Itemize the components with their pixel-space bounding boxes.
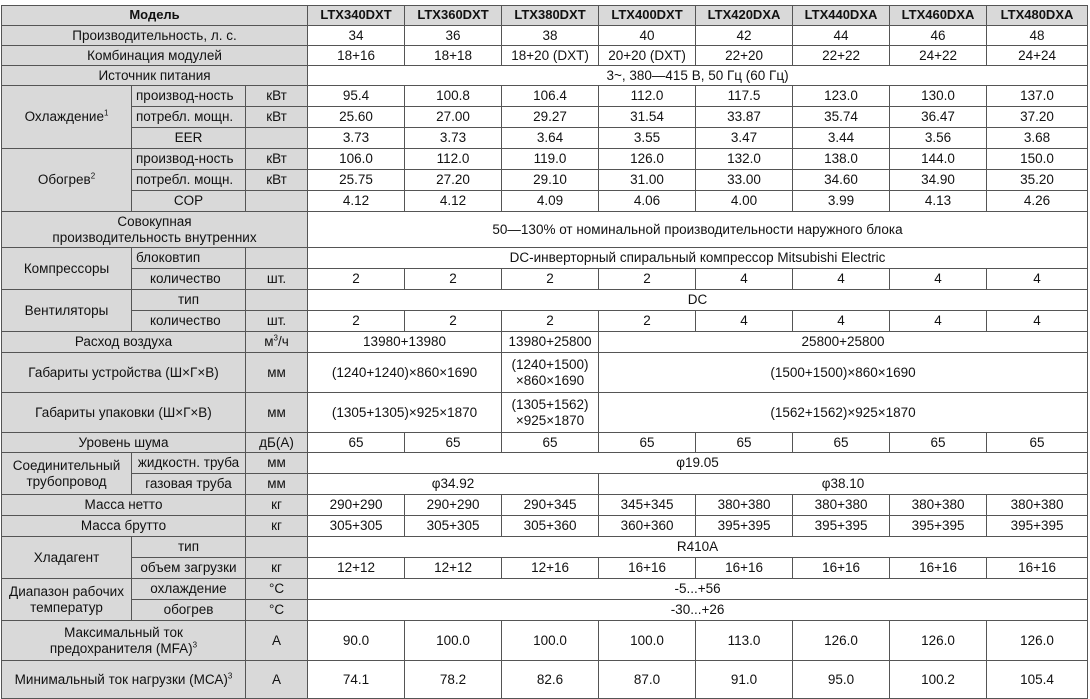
unit-cell [246,332,308,353]
footnote-mark: 3 [227,671,233,681]
table-cell: 113.0 [696,621,793,661]
row-label: Габариты устройства (Ш×Г×В) [2,353,246,393]
table-cell: (1305+1305)×925×1870 [308,393,502,433]
unit-cell [246,128,308,149]
table-cell: 2 [405,269,502,290]
table-cell: 100.0 [405,621,502,661]
table-cell: 2 [405,311,502,332]
table-cell: 4 [890,269,987,290]
model-header: LTX460DXA [890,6,987,26]
unit-cell: кВт [246,149,308,170]
table-cell: 4 [890,311,987,332]
unit-cell: кг [246,516,308,537]
table-row [2,353,1088,393]
table-cell: (1562+1562)×925×1870 [599,393,1088,433]
table-row [2,128,1088,149]
table-cell: 18+18 [405,46,502,66]
table-cell: 90.0 [308,621,405,661]
table-cell: 395+395 [987,516,1088,537]
table-row [2,170,1088,191]
table-cell: 150.0 [987,149,1088,170]
sub-label-type: тип [179,250,201,266]
unit-cell: мм [246,474,308,495]
mca-label: Минимальный ток нагрузки (МСА) [14,671,228,687]
model-header: LTX380DXT [502,6,599,26]
unit-text: м [264,334,274,350]
table-row [2,269,1088,290]
table-row [2,86,1088,107]
table-cell: 126.0 [890,621,987,661]
table-cell: 132.0 [696,149,793,170]
table-cell: 126.0 [793,621,890,661]
unit-tail: /ч [277,334,289,350]
table-cell: 65 [696,433,793,453]
table-cell: 100.0 [502,621,599,661]
unit-cell [246,191,308,212]
table-cell: 95.4 [308,86,405,107]
table-cell: 4.12 [405,191,502,212]
table-cell: 82.6 [502,661,599,699]
table-cell: 12+16 [502,558,599,579]
table-cell: 290+290 [308,495,405,516]
table-cell: 4 [987,269,1088,290]
table-cell: 65 [308,433,405,453]
refrigerant-label: Хладагент [2,537,132,579]
table-cell: 138.0 [793,149,890,170]
mfa-line2: предохранителя (MFA) [49,640,193,656]
table-cell: -5...+56 [308,579,1088,600]
cell-line: ×925×1870 [515,412,585,428]
table-cell: 38 [502,26,599,46]
unit-cell: дБ(А) [246,433,308,453]
heating-label [2,149,132,212]
unit-cell: °С [246,579,308,600]
model-header: LTX360DXT [405,6,502,26]
table-cell: 16+16 [987,558,1088,579]
table-cell: 16+16 [599,558,696,579]
table-cell: 380+380 [696,495,793,516]
sub-label: обогрев [132,600,246,621]
table-row [2,290,1088,311]
model-header: LTX480DXA [987,6,1088,26]
sub-label: газовая труба [132,474,246,495]
unit-cell: кг [246,558,308,579]
table-cell: 65 [890,433,987,453]
table-cell: 34 [308,26,405,46]
row-label: Расход воздуха [2,332,246,353]
table-cell: 18+20 (DXT) [502,46,599,66]
indoor-total-line1: Совокупная [117,214,192,230]
table-row [2,248,1088,269]
table-row [2,212,1088,248]
table-cell: (1240+1240)×860×1690 [308,353,502,393]
table-cell: 4 [696,311,793,332]
table-cell [502,393,599,433]
mfa-line1: Максимальный ток [64,625,183,641]
unit-cell: шт. [246,269,308,290]
row-label: Источник питания [2,66,308,86]
table-cell: 112.0 [405,149,502,170]
table-cell: 16+16 [696,558,793,579]
table-cell: 305+360 [502,516,599,537]
table-cell: 33.00 [696,170,793,191]
table-cell: 27.00 [405,107,502,128]
table-cell: 22+20 [696,46,793,66]
unit-cell: мм [246,353,308,393]
table-cell: 395+395 [696,516,793,537]
table-cell: 20+20 (DXT) [599,46,696,66]
table-cell: 36.47 [890,107,987,128]
table-row [2,26,1088,46]
sub-label: потребл. мощн. [132,170,246,191]
table-cell: 44 [793,26,890,46]
table-cell: 380+380 [890,495,987,516]
row-label: Производительность, л. с. [2,26,308,46]
table-cell: 2 [599,269,696,290]
table-cell: 3.64 [502,128,599,149]
row-label: Уровень шума [2,433,246,453]
unit-cell: А [246,621,308,661]
cell-line: (1240+1500) [511,357,589,373]
table-cell: 50—130% от номинальной производительности наружного блока [308,212,1088,248]
heating-label-text: Обогрев [37,172,91,188]
unit-cell: °С [246,600,308,621]
table-cell: 31.54 [599,107,696,128]
sub-label: производ-ность [132,86,246,107]
table-cell: 95.0 [793,661,890,699]
unit-cell: кг [246,495,308,516]
table-cell: 31.00 [599,170,696,191]
table-cell: 290+290 [405,495,502,516]
unit-cell [246,248,308,269]
cooling-label [2,86,132,149]
table-cell: 4.06 [599,191,696,212]
table-cell: 4 [793,311,890,332]
table-cell: 4.00 [696,191,793,212]
table-cell: 395+395 [793,516,890,537]
table-cell: 360+360 [599,516,696,537]
table-cell: 46 [890,26,987,46]
cell-line: (1305+1562) [511,397,589,413]
table-cell: 4 [987,311,1088,332]
table-cell: 144.0 [890,149,987,170]
table-row [2,537,1088,558]
table-cell: 33.87 [696,107,793,128]
sub-label: потребл. мощн. [132,107,246,128]
table-cell: 100.0 [599,621,696,661]
table-cell: 24+24 [987,46,1088,66]
table-row [2,433,1088,453]
table-row [2,191,1088,212]
mfa-line2-wrap [4,641,243,656]
table-row [2,332,1088,353]
table-cell: 105.4 [987,661,1088,699]
table-cell: 36 [405,26,502,46]
table-cell: 3.73 [308,128,405,149]
footnote-mark: 1 [103,108,109,118]
unit-cell: кВт [246,86,308,107]
table-cell: 65 [599,433,696,453]
sub-label: количество [132,311,246,332]
table-row [2,558,1088,579]
model-header: LTX400DXT [599,6,696,26]
footnote-mark: 3 [192,640,198,649]
table-cell: 3.99 [793,191,890,212]
table-cell: R410A [308,537,1088,558]
model-header: LTX420DXA [696,6,793,26]
sub-label: охлаждение [132,579,246,600]
table-cell: 16+16 [793,558,890,579]
table-cell: 65 [987,433,1088,453]
unit-cell: кВт [246,170,308,191]
table-cell: 380+380 [793,495,890,516]
table-cell: 87.0 [599,661,696,699]
table-cell: φ38.10 [599,474,1088,495]
model-header: LTX440DXA [793,6,890,26]
table-cell: 123.0 [793,86,890,107]
table-row [2,311,1088,332]
table-cell [502,353,599,393]
table-cell: 137.0 [987,86,1088,107]
table-cell: 290+345 [502,495,599,516]
table-cell: 3.68 [987,128,1088,149]
table-cell: 12+12 [308,558,405,579]
table-cell: φ34.92 [308,474,599,495]
cooling-label-text: Охлаждение [24,109,104,125]
table-cell: 130.0 [890,86,987,107]
model-header: LTX340DXT [308,6,405,26]
table-cell: 2 [502,311,599,332]
table-cell: DC [308,290,1088,311]
sub-label: COP [132,191,246,212]
table-cell: 65 [502,433,599,453]
temp-range-line2: температур [30,599,103,615]
table-cell: 2 [502,269,599,290]
table-cell: 106.4 [502,86,599,107]
table-cell: 3~, 380—415 В, 50 Гц (60 Гц) [308,66,1088,86]
sub-label: EER [132,128,246,149]
sub-label: тип [132,537,246,558]
table-cell: 29.27 [502,107,599,128]
table-row [2,474,1088,495]
table-row [2,621,1088,661]
table-cell: 74.1 [308,661,405,699]
table-cell: 4.26 [987,191,1088,212]
table-cell: 2 [308,311,405,332]
sub-label: тип [132,290,246,311]
table-cell: 29.10 [502,170,599,191]
footnote-mark: 2 [90,171,96,181]
table-cell: 3.55 [599,128,696,149]
table-cell: 3.73 [405,128,502,149]
table-cell: 48 [987,26,1088,46]
unit-cell [246,537,308,558]
header-row [2,6,1088,26]
table-cell: 35.20 [987,170,1088,191]
temp-range-label [2,579,132,621]
table-cell: 4.09 [502,191,599,212]
table-cell: 22+22 [793,46,890,66]
unit-sup: 3 [273,333,278,343]
table-cell: 34.90 [890,170,987,191]
table-cell: 4.13 [890,191,987,212]
table-cell: 106.0 [308,149,405,170]
unit-cell: А [246,661,308,699]
unit-cell: мм [246,393,308,433]
piping-label [2,453,132,495]
table-cell: 345+345 [599,495,696,516]
table-cell: 27.20 [405,170,502,191]
unit-cell: шт. [246,311,308,332]
table-cell: 117.5 [696,86,793,107]
row-label: Масса нетто [2,495,246,516]
table-cell: 100.8 [405,86,502,107]
row-label: Габариты упаковки (Ш×Г×В) [2,393,246,433]
table-cell: 3.47 [696,128,793,149]
indoor-total-line3: блоков [136,250,180,266]
sub-label: объем загрузки [132,558,246,579]
table-cell: 35.74 [793,107,890,128]
table-cell: 4 [696,269,793,290]
table-cell: 24+22 [890,46,987,66]
table-cell: 13980+25800 [502,332,599,353]
table-cell: 3.44 [793,128,890,149]
table-cell: 18+16 [308,46,405,66]
table-cell: φ19.05 [308,453,1088,474]
table-row [2,46,1088,66]
table-cell: 37.20 [987,107,1088,128]
table-cell: 395+395 [890,516,987,537]
indoor-total-line2: производительность внутренних [52,229,257,245]
temp-range-line1: Диапазон рабочих [9,584,124,600]
table-cell: 305+305 [405,516,502,537]
table-cell: 42 [696,26,793,46]
table-row [2,495,1088,516]
unit-cell [246,290,308,311]
table-cell: 65 [793,433,890,453]
table-row [2,453,1088,474]
sub-label: жидкостн. труба [132,453,246,474]
row-label: Масса брутто [2,516,246,537]
table-cell: 380+380 [987,495,1088,516]
table-cell: 25.75 [308,170,405,191]
table-cell: 34.60 [793,170,890,191]
table-cell: 126.0 [987,621,1088,661]
sub-label: количество [132,269,246,290]
unit-cell: мм [246,453,308,474]
table-cell: 25800+25800 [599,332,1088,353]
table-cell: 40 [599,26,696,46]
table-cell: DC-инверторный спиральный компрессор Mitsubishi Electric [308,248,1088,269]
table-cell: -30...+26 [308,600,1088,621]
table-cell: 2 [308,269,405,290]
fans-label: Вентиляторы [2,290,132,332]
table-cell: 78.2 [405,661,502,699]
table-cell: 112.0 [599,86,696,107]
cell-line: ×860×1690 [515,372,585,388]
table-cell: 4.12 [308,191,405,212]
table-row [2,66,1088,86]
table-cell: 2 [599,311,696,332]
table-row [2,516,1088,537]
table-cell: 25.60 [308,107,405,128]
table-cell: 126.0 [599,149,696,170]
piping-label-line2: трубопровод [26,473,107,489]
table-row [2,579,1088,600]
spec-table [1,5,1088,699]
table-cell: 91.0 [696,661,793,699]
sub-label [132,248,246,269]
table-cell: 305+305 [308,516,405,537]
compressors-label: Компрессоры [2,248,132,290]
row-label [2,621,246,661]
piping-label-line1: Соединительный [12,458,121,474]
unit-cell: кВт [246,107,308,128]
table-cell: 65 [405,433,502,453]
row-label [2,212,308,248]
table-cell: 13980+13980 [308,332,502,353]
table-cell: 16+16 [890,558,987,579]
table-cell: 12+12 [405,558,502,579]
sub-label: производ-ность [132,149,246,170]
table-cell: 100.2 [890,661,987,699]
table-row [2,600,1088,621]
model-header: Модель [2,6,308,26]
table-cell: 119.0 [502,149,599,170]
table-cell: 3.56 [890,128,987,149]
table-cell: (1500+1500)×860×1690 [599,353,1088,393]
table-row [2,393,1088,433]
table-row [2,149,1088,170]
table-cell: 4 [793,269,890,290]
row-label: Комбинация модулей [2,46,308,66]
table-row [2,107,1088,128]
